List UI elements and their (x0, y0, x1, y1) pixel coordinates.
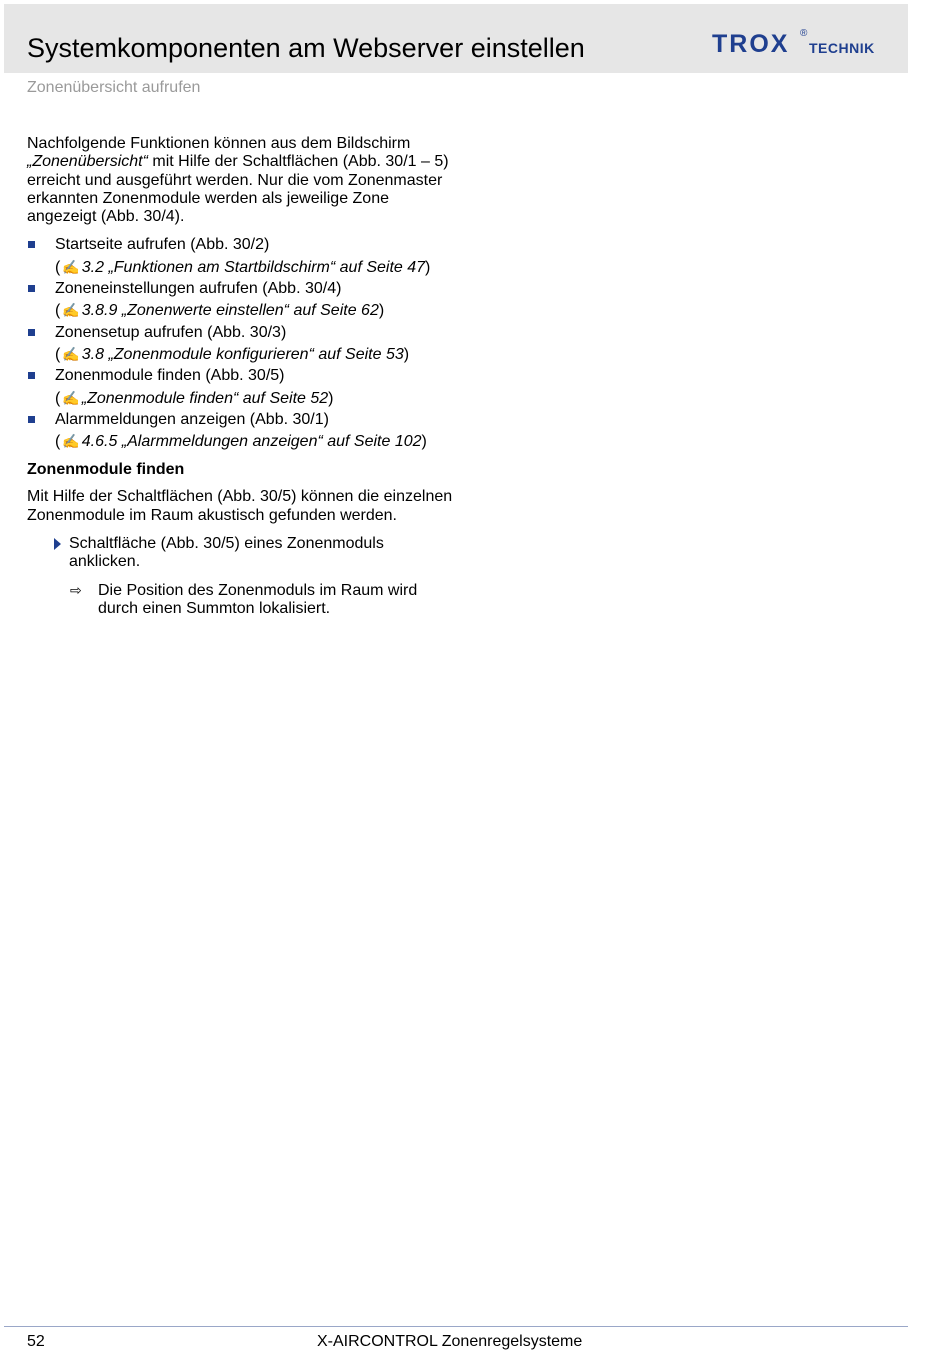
function-list (27, 236, 457, 451)
cross-reference[interactable]: ( ✍ 3.2 „Funktionen am Startbildschirm“ auf Seite 47) (55, 258, 431, 276)
list-item (27, 324, 457, 365)
list-item-text: Alarmmeldungen anzeigen (Abb. 30/1) (55, 410, 329, 428)
triangle-step-icon (54, 538, 61, 550)
cross-reference[interactable]: ( ✍ 3.8 „Zonenmodule konfigurieren“ auf Seite 53) (55, 345, 410, 363)
intro-paragraph (27, 135, 457, 226)
list-item-text: Zonenmodule finden (Abb. 30/5) (55, 367, 285, 385)
reference-arrow-icon: ✍ (62, 389, 80, 406)
section-heading: Zonenmodule finden (27, 461, 185, 479)
intro-emphasis: „Zonenübersicht“ (27, 153, 148, 171)
reference-arrow-icon: ✍ (62, 433, 80, 450)
result-arrow-icon: ⇨ (70, 581, 82, 598)
content-column (27, 135, 457, 618)
instruction-result-text: Die Position des Zonenmoduls im Raum wird durch einen Summton lokalisiert. (98, 581, 418, 617)
cross-reference-link[interactable]: 3.8 „Zonenmodule konfigurieren“ auf Seite 53 (81, 345, 404, 363)
instruction-result (27, 582, 457, 619)
logo-registered-mark: ® (800, 28, 808, 39)
list-item (27, 280, 457, 321)
reference-arrow-icon: ✍ (62, 302, 80, 319)
cross-reference-link[interactable]: 3.2 „Funktionen am Startbildschirm“ auf Seite 47 (81, 258, 426, 276)
intro-after: mit Hilfe der Schaltflächen (Abb. 30/1 – 5) erreicht und ausgeführt werden. Nur die vom Zonenmaster erkannten Zonenmodule werden als jeweilige Zone angezeigt (Abb. 30/4). (27, 153, 449, 226)
document-title: X-AIRCONTROL Zonenregelsysteme (317, 1333, 583, 1350)
logo-subtitle: TECHNIK (809, 40, 875, 56)
instruction-step-text: Schaltfläche (Abb. 30/5) eines Zonenmoduls anklicken. (69, 535, 384, 571)
reference-arrow-icon: ✍ (62, 345, 80, 362)
intro-before: Nachfolgende Funktionen können aus dem Bildschirm (27, 135, 411, 152)
section-paragraph: Mit Hilfe der Schaltflächen (Abb. 30/5) können die einzelnen Zonenmodule im Raum akustisch gefunden werden. (27, 488, 453, 524)
square-bullet-icon (28, 329, 35, 336)
logo-word: TROX (712, 30, 790, 58)
list-item (27, 411, 457, 452)
cross-reference[interactable]: ( ✍ 3.8.9 „Zonenwerte einstellen“ auf Seite 62) (55, 302, 385, 320)
page-number: 52 (27, 1333, 45, 1350)
cross-reference[interactable]: ( ✍ „Zonenmodule finden“ auf Seite 52) (55, 389, 334, 407)
list-item-text: Zoneneinstellungen aufrufen (Abb. 30/4) (55, 280, 342, 298)
square-bullet-icon (28, 416, 35, 423)
list-item (27, 236, 457, 277)
cross-reference-link[interactable]: 4.6.5 „Alarmmeldungen anzeigen“ auf Seite 102 (81, 433, 422, 451)
list-item-text: Zonensetup aufrufen (Abb. 30/3) (55, 323, 287, 341)
section-subtitle: Zonenübersicht aufrufen (27, 79, 201, 96)
reference-arrow-icon: ✍ (62, 258, 80, 275)
square-bullet-icon (28, 372, 35, 379)
cross-reference-link[interactable]: „Zonenmodule finden“ auf Seite 52 (81, 389, 329, 407)
square-bullet-icon (28, 285, 35, 292)
page-title: Systemkomponenten am Webserver einstellen (27, 33, 585, 63)
list-item-text: Startseite aufrufen (Abb. 30/2) (55, 236, 270, 254)
trox-logo (712, 30, 882, 60)
instruction-step (27, 535, 457, 572)
cross-reference[interactable]: ( ✍ 4.6.5 „Alarmmeldungen anzeigen“ auf Seite 102) (55, 433, 427, 451)
square-bullet-icon (28, 241, 35, 248)
footer-divider (4, 1326, 908, 1327)
list-item (27, 367, 457, 408)
cross-reference-link[interactable]: 3.8.9 „Zonenwerte einstellen“ auf Seite 62 (81, 302, 379, 320)
